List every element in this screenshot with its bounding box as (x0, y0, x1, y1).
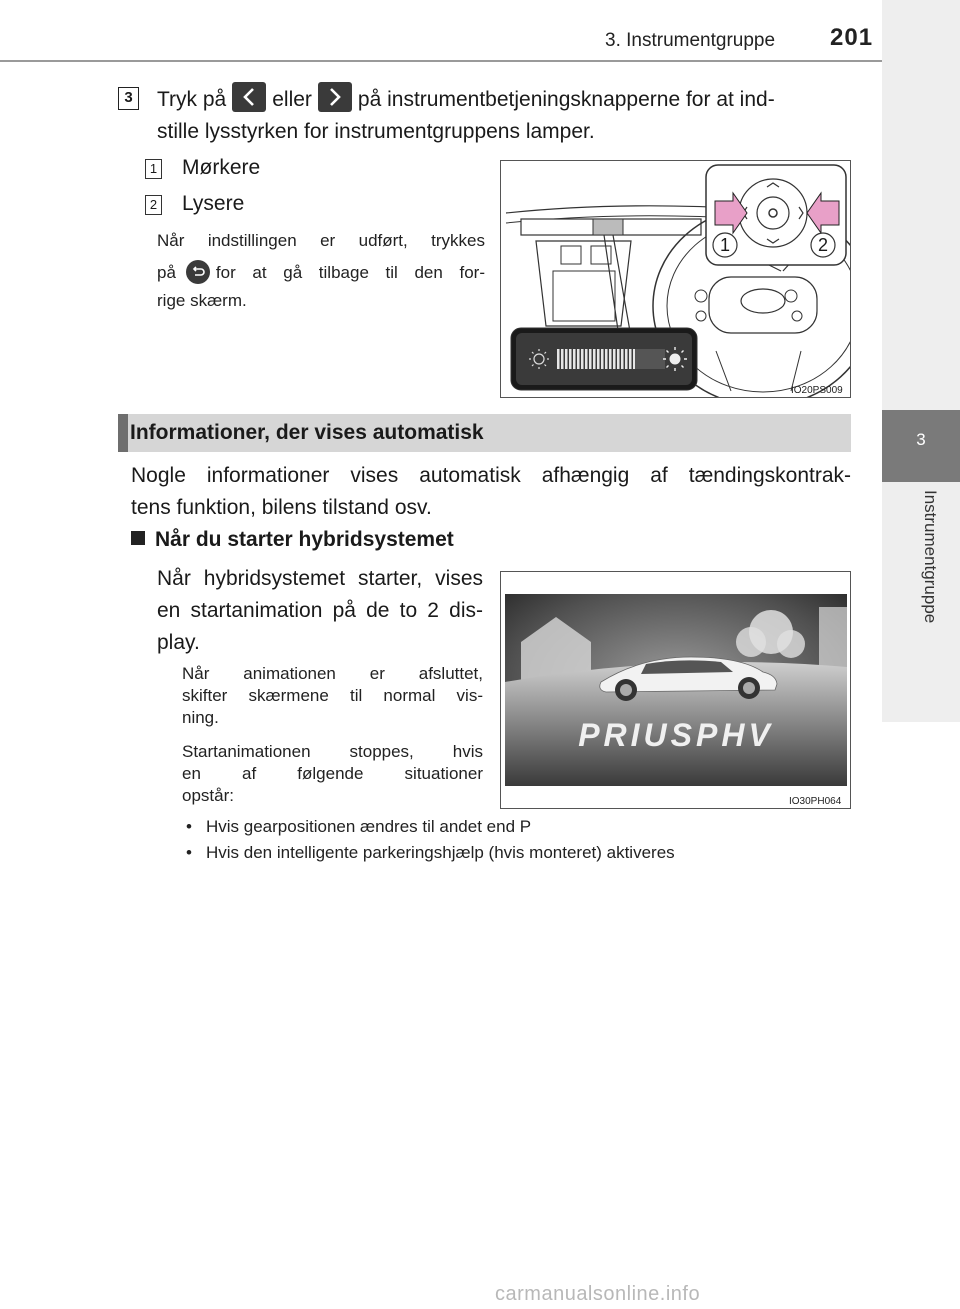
step3-line2: stille lysstyrken for instrumentgruppens lamper. (157, 120, 595, 143)
note1-line3: ning. (182, 708, 219, 727)
figure2-id: IO30PH064 (789, 796, 842, 807)
subsection-heading-text: Når du starter hybridsystemet (155, 528, 454, 551)
note1-line1: Når animationen er afsluttet, (182, 664, 483, 683)
header-rule (0, 60, 960, 62)
step3-text-b: eller (272, 88, 312, 111)
step3-note-text-a: på (157, 263, 176, 282)
page-number: 201 (830, 24, 874, 51)
subsection-body-line1: Når hybridsystemet starter, vises (157, 567, 483, 590)
subsection-heading (131, 528, 454, 552)
step3-text-c: på instrumentbetjeningsknapperne for at ind- (357, 88, 775, 111)
section-heading-bar (118, 414, 128, 452)
chevron-left-button-icon (232, 82, 266, 112)
step3-note-line1: Når indstillingen er udført, trykkes (157, 231, 485, 250)
section-heading (118, 414, 851, 452)
note2-line3: opstår: (182, 786, 234, 805)
side-tab-strip (882, 0, 960, 410)
chapter-tab-label: Instrumentgruppe (921, 490, 940, 624)
figure1-callout-1: 1 (719, 235, 730, 255)
step3-text-a: Tryk på (157, 88, 227, 111)
note1-line2: skifter skærmene til normal vis- (182, 686, 483, 705)
list-item: • Hvis den intelligente parkeringshjælp (hvis monteret) aktiveres (186, 840, 675, 866)
figure1-id: IO20PS009 (791, 385, 843, 396)
section-intro-line1: Nogle informationer vises automatisk afhængig af tændingskontrak- (131, 464, 851, 487)
chapter-tab-number: 3 (882, 410, 960, 482)
item-number-1: 1 (145, 159, 162, 179)
chevron-right-button-icon (318, 82, 352, 112)
figure-dashboard-controls (500, 160, 851, 398)
step3-line1 (157, 82, 775, 117)
bullet-list (186, 814, 675, 866)
back-button-icon (186, 260, 210, 284)
running-header-section: 3. Instrumentgruppe (605, 30, 776, 51)
section-heading-text: Informationer, der vises automatisk (130, 421, 484, 444)
note2-line1: Startanimationen stoppes, hvis (182, 742, 483, 761)
watermark: carmanualsonline.info (495, 1283, 701, 1305)
square-bullet-icon (131, 531, 145, 545)
section-intro-line2: tens funktion, bilens tilstand osv. (131, 496, 432, 519)
item-number-2: 2 (145, 195, 162, 215)
prius-phv-logo: PRIUSPHV (578, 717, 774, 753)
figure1-callout-2: 2 (817, 235, 828, 255)
step3-note-line2 (157, 259, 485, 287)
dashboard-illustration (501, 161, 851, 398)
note2-line2: en af følgende situationer (182, 764, 483, 783)
step-number-badge: 3 (118, 87, 139, 110)
step3-note-line3: rige skærm. (157, 291, 247, 310)
list-item: • Hvis gearpositionen ændres til andet end P (186, 814, 675, 840)
subsection-body-line3: play. (157, 631, 200, 654)
figure-start-animation (500, 571, 851, 809)
item-label-brighter: Lysere (182, 192, 245, 215)
start-animation-illustration (501, 572, 851, 809)
item-label-darker: Mørkere (182, 156, 261, 179)
subsection-body-line2: en startanimation på de to 2 dis- (157, 599, 483, 622)
step3-note-text-b: for at gå tilbage til den for- (215, 263, 485, 282)
